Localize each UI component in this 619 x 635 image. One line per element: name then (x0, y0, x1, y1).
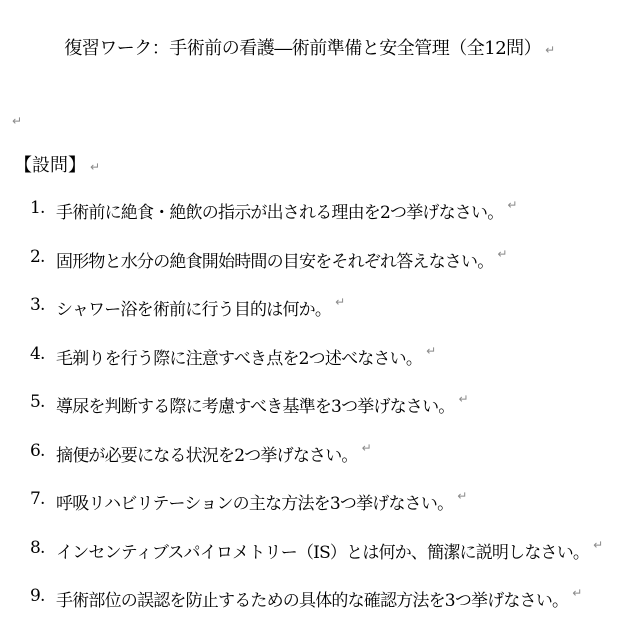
paragraph-mark-icon: ↵ (361, 440, 371, 455)
question-text: 導尿を判断する際に考慮すべき基準を3つ挙げなさい。 (56, 397, 455, 417)
question-number: 1. (30, 198, 45, 218)
question-item (30, 392, 602, 441)
paragraph-mark-icon: ↵ (90, 160, 101, 174)
paragraph-mark-icon: ↵ (335, 295, 345, 309)
question-item (30, 198, 602, 247)
question-text: 呼吸リハビリテーションの主な方法を3つ挙げなさい。 (56, 494, 454, 514)
question-number: 2. (30, 246, 45, 267)
paragraph-mark-icon: ↵ (457, 489, 467, 503)
question-text: 手術部位の誤認を防止するための具体的な確認方法を3つ挙げなさい。 (56, 591, 569, 611)
question-text: 毛剃りを行う際に注意すべき点を2つ述べなさい。 (56, 348, 423, 369)
question-text: シャワー浴を術前に行う目的は何か。 (56, 300, 332, 320)
question-item (30, 441, 602, 490)
section-heading-line (14, 151, 100, 177)
question-item (30, 295, 602, 344)
paragraph-mark-icon: ↵ (497, 246, 507, 261)
question-number: 3. (30, 295, 45, 315)
question-number: 8. (30, 537, 45, 558)
section-heading: 【設問】 (14, 155, 86, 176)
question-number: 6. (30, 440, 45, 461)
question-item (30, 489, 602, 538)
document-title: 復習ワーク：手術前の看護―術前準備と安全管理（全12問） (64, 38, 542, 59)
question-item (30, 344, 602, 393)
question-number: 4. (30, 343, 45, 364)
question-item (30, 247, 602, 296)
document-title-line (0, 34, 619, 60)
paragraph-mark-icon: ↵ (426, 343, 436, 358)
question-item (30, 586, 602, 635)
question-number: 9. (30, 586, 45, 606)
paragraph-mark-icon: ↵ (545, 43, 555, 57)
question-text: インセンティブスパイロメトリー（IS）とは何か、簡潔に説明しなさい。 (56, 542, 590, 563)
paragraph-mark-icon: ↵ (12, 114, 23, 128)
empty-paragraph (8, 110, 22, 129)
paragraph-mark-icon: ↵ (458, 392, 468, 406)
question-number: 5. (30, 392, 45, 412)
question-list (30, 198, 602, 635)
question-item (30, 538, 602, 587)
paragraph-mark-icon: ↵ (593, 537, 603, 552)
question-number: 7. (30, 489, 45, 509)
question-text: 摘便が必要になる状況を2つ挙げなさい。 (56, 445, 358, 466)
question-text: 固形物と水分の絶食開始時間の目安をそれぞれ答えなさい。 (56, 251, 494, 272)
question-text: 手術前に絶食・絶飲の指示が出される理由を2つ挙げなさい。 (56, 203, 504, 223)
paragraph-mark-icon: ↵ (507, 198, 517, 212)
paragraph-mark-icon: ↵ (572, 586, 582, 600)
